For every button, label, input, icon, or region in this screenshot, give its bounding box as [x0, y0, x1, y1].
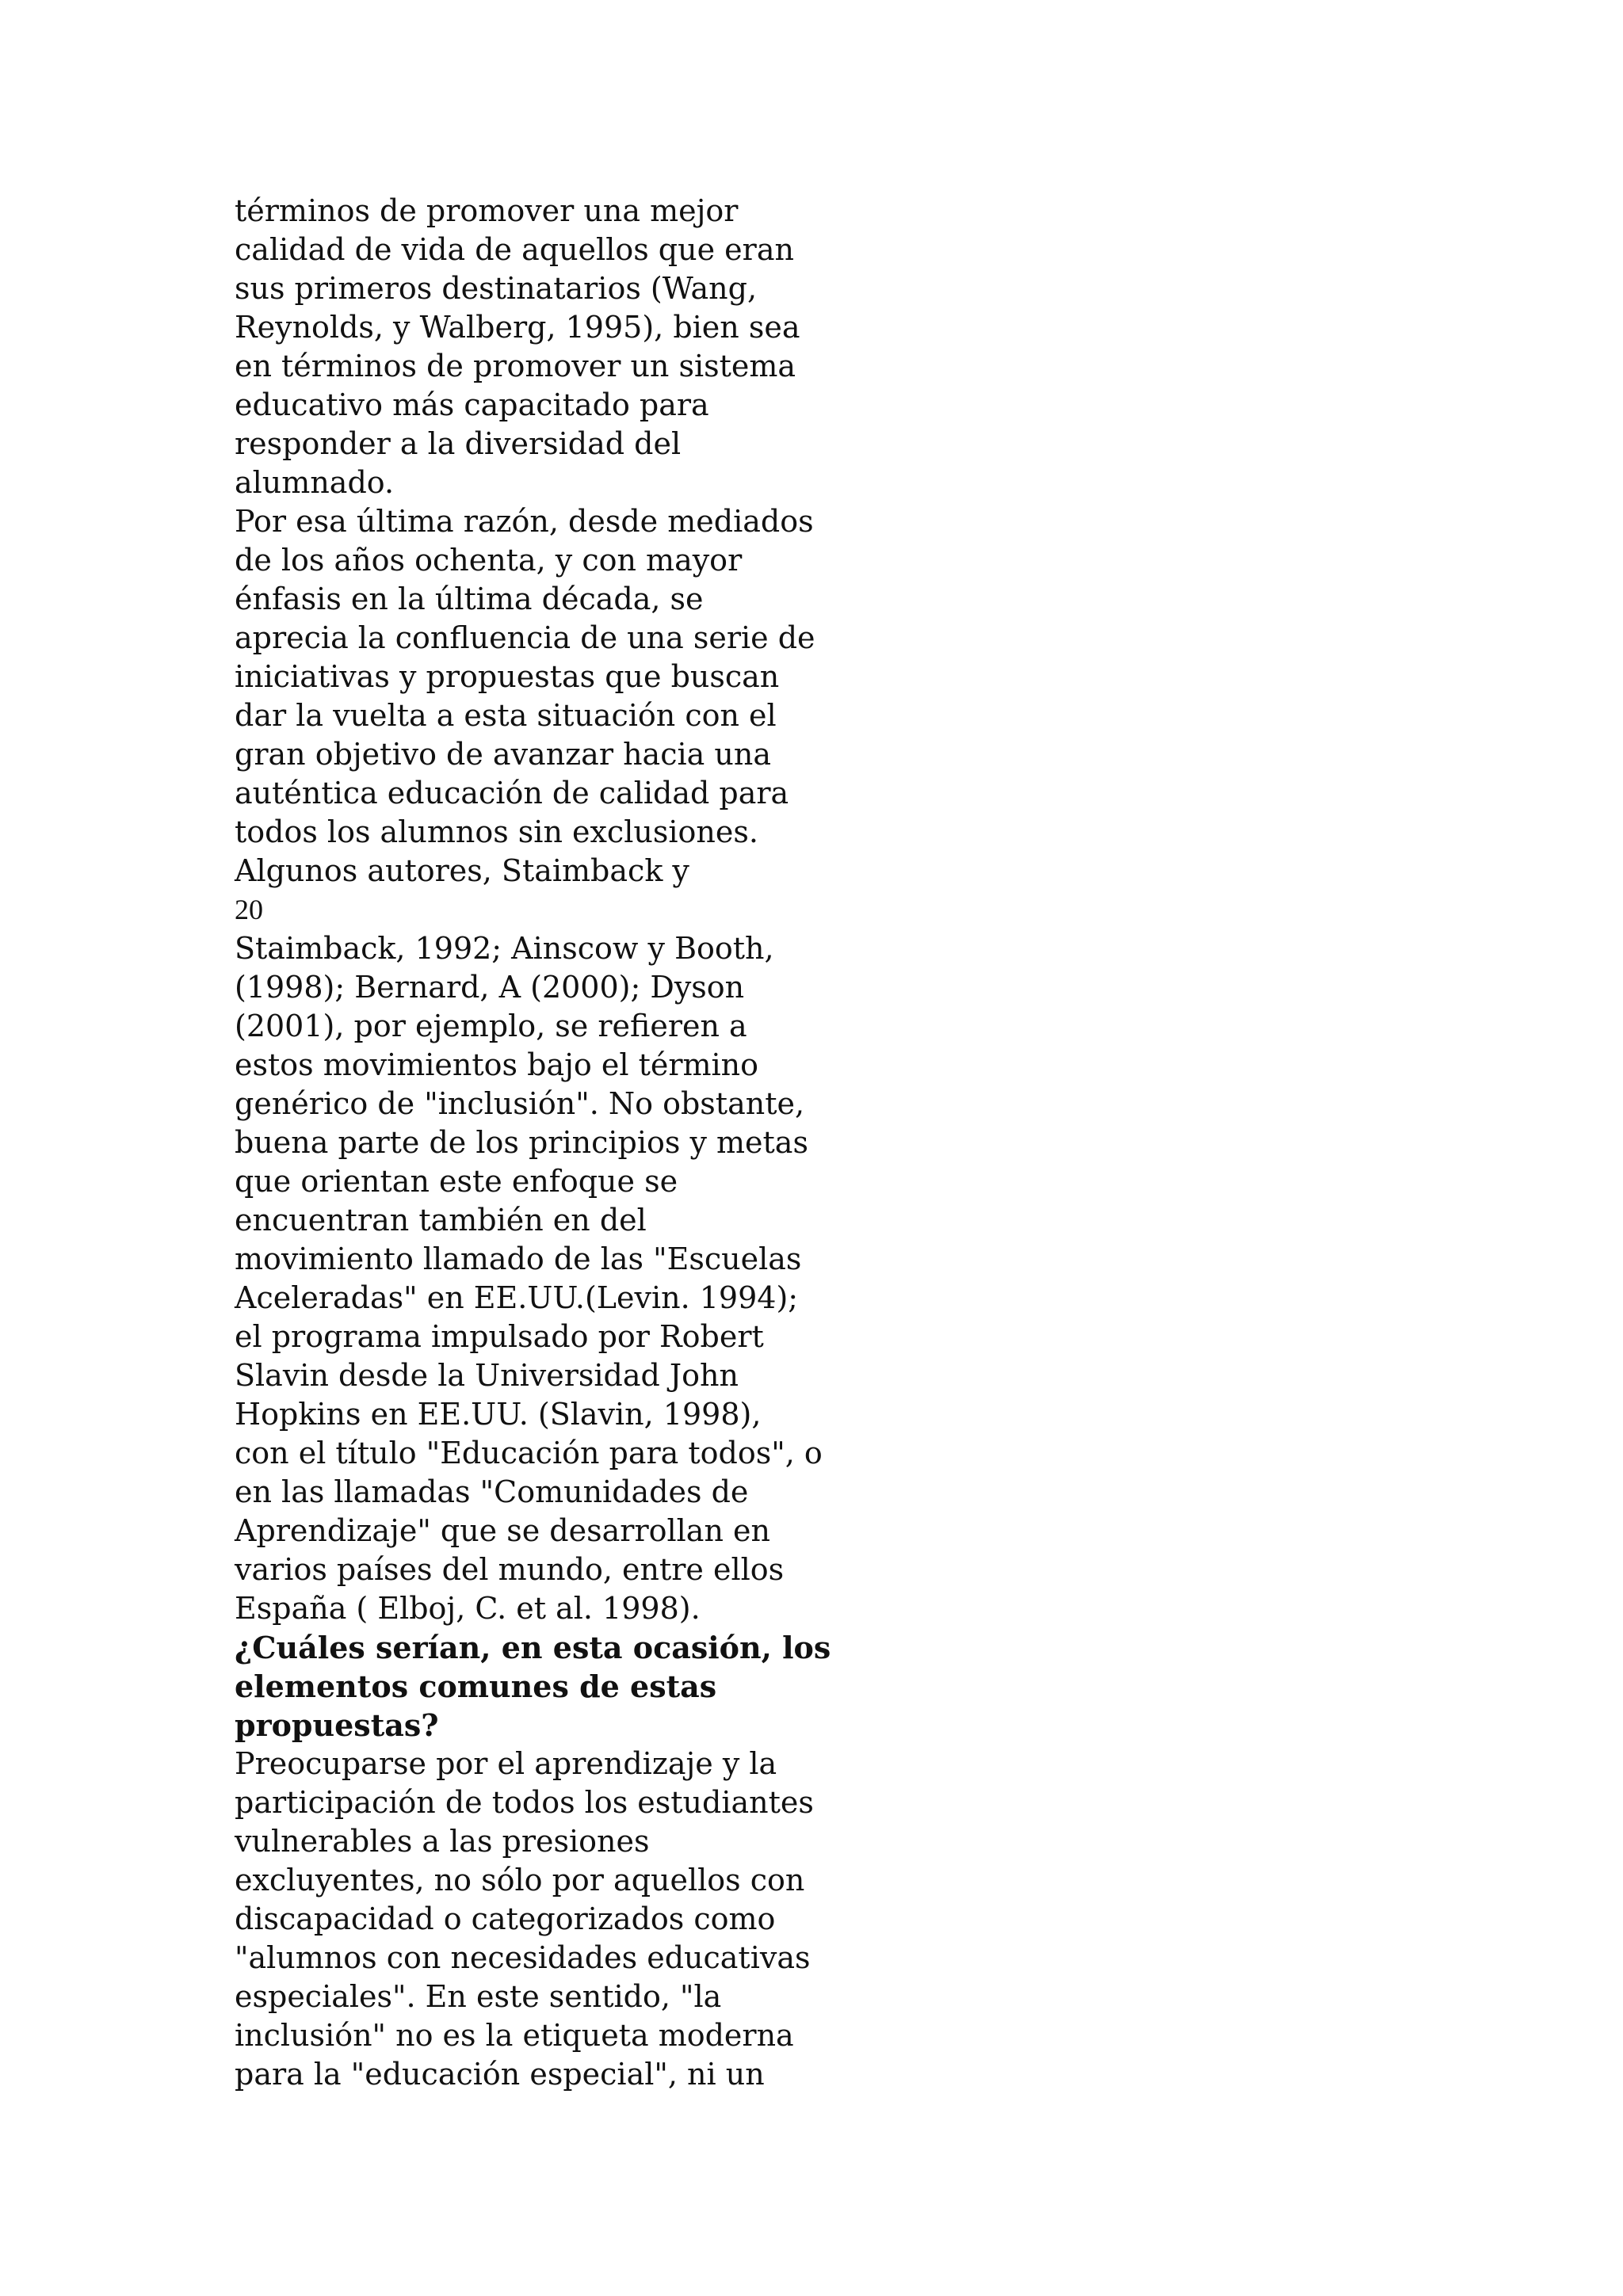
text-line: Por esa última razón, desde mediados: [235, 504, 814, 539]
text-line: (1998); Bernard, A (2000); Dyson: [235, 970, 745, 1005]
text-line: (2001), por ejemplo, se refieren a: [235, 1009, 747, 1043]
text-line: Preocuparse por el aprendizaje y la: [235, 1746, 777, 1781]
text-line: dar la vuelta a esta situación con el: [235, 698, 777, 733]
text-line: excluyentes, no sólo por aquellos con: [235, 1863, 805, 1897]
text-line: Hopkins en EE.UU. (Slavin, 1998),: [235, 1397, 762, 1432]
text-line: genérico de "inclusión". No obstante,: [235, 1086, 805, 1121]
text-line: aprecia la confluencia de una serie de: [235, 620, 815, 655]
text-line: Reynolds, y Walberg, 1995), bien sea: [235, 310, 800, 345]
text-line: énfasis en la última década, se: [235, 582, 704, 616]
text-line: sus primeros destinatarios (Wang,: [235, 271, 758, 306]
text-line: el programa impulsado por Robert: [235, 1319, 764, 1354]
text-line: buena parte de los principios y metas: [235, 1125, 808, 1160]
text-line: vulnerables a las presiones: [235, 1824, 650, 1859]
text-line: de los años ochenta, y con mayor: [235, 543, 743, 578]
question-heading-line: propuestas?: [235, 1707, 439, 1743]
text-line: Staimback, 1992; Ainscow y Booth,: [235, 931, 774, 966]
text-line: gran objetivo de avanzar hacia una: [235, 737, 771, 772]
text-line: inclusión" no es la etiqueta moderna: [235, 2018, 794, 2053]
text-line: en términos de promover un sistema: [235, 349, 796, 383]
text-line: iniciativas y propuestas que buscan: [235, 659, 780, 694]
text-line: encuentran también en del: [235, 1203, 647, 1238]
text-line: con el título "Educación para todos", o: [235, 1436, 823, 1470]
text-line: para la "educación especial", ni un: [235, 2057, 765, 2092]
text-line: Aprendizaje" que se desarrollan en: [235, 1513, 770, 1548]
question-heading-line: elementos comunes de estas: [235, 1669, 717, 1704]
text-line: Aceleradas" en EE.UU.(Levin. 1994);: [235, 1280, 799, 1315]
text-line: calidad de vida de aquellos que eran: [235, 232, 794, 267]
text-line: en las llamadas "Comunidades de: [235, 1474, 749, 1509]
text-line: participación de todos los estudiantes: [235, 1785, 814, 1820]
text-line: Slavin desde la Universidad John: [235, 1358, 739, 1393]
text-line: que orientan este enfoque se: [235, 1164, 678, 1199]
text-line: movimiento llamado de las "Escuelas: [235, 1241, 802, 1276]
text-line: estos movimientos bajo el término: [235, 1047, 759, 1082]
text-line: discapacidad o categorizados como: [235, 1901, 776, 1936]
text-line: "alumnos con necesidades educativas: [235, 1940, 811, 1975]
text-line: términos de promover una mejor: [235, 193, 739, 228]
text-line: educativo más capacitado para: [235, 387, 709, 422]
text-column: [235, 192, 869, 2094]
question-heading-line: ¿Cuáles serían, en esta ocasión, los: [235, 1630, 831, 1665]
text-line: auténtica educación de calidad para: [235, 776, 789, 810]
text-line: alumnado.: [235, 465, 395, 500]
text-line: Algunos autores, Staimback y: [235, 853, 689, 888]
text-line: todos los alumnos sin exclusiones.: [235, 814, 758, 849]
text-line: especiales". En este sentido, "la: [235, 1979, 722, 2014]
text-line: varios países del mundo, entre ellos: [235, 1552, 785, 1587]
text-line: responder a la diversidad del: [235, 426, 682, 461]
text-line: España ( Elboj, C. et al. 1998).: [235, 1591, 701, 1626]
page-number: 20: [235, 894, 263, 925]
